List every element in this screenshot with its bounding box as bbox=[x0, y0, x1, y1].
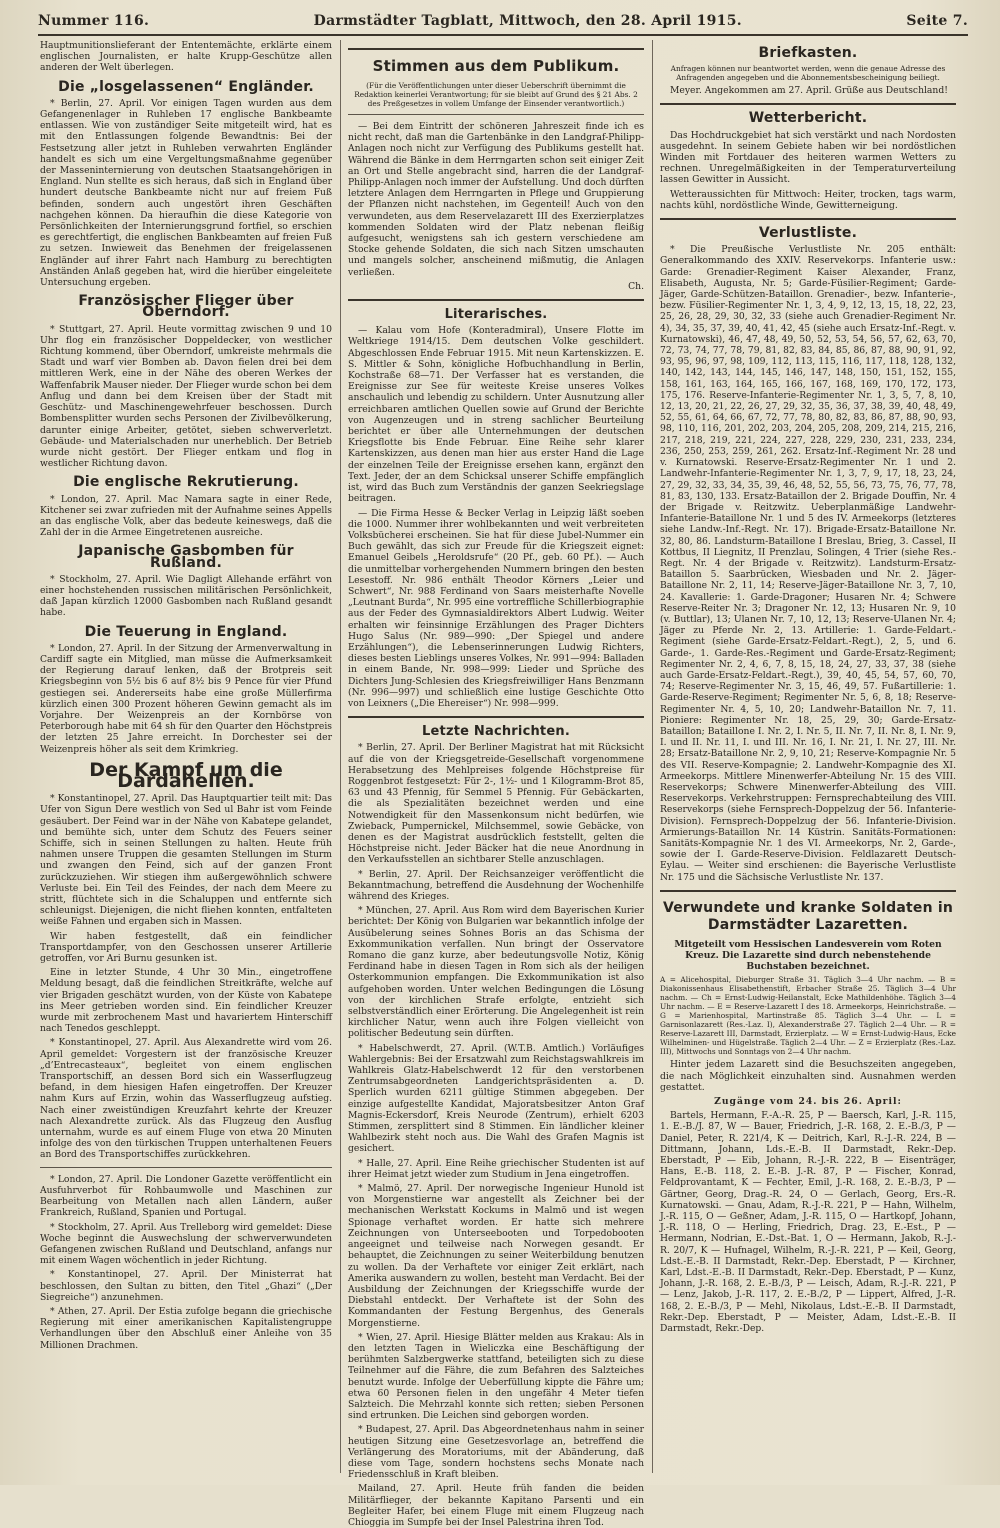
section-heading: Letzte Nachrichten. bbox=[422, 724, 570, 740]
article-heading: Die „losgelassenen“ Engländer. bbox=[58, 78, 314, 95]
article-paragraph: * Halle, 27. April. Eine Reihe griechischer Studenten ist auf ihrer Heimat jetzt wieder zum Studium in Jena eingetroffen. bbox=[348, 1157, 644, 1180]
article-paragraph: * Konstantinopel, 27. April. Aus Alexandrette wird vom 26. April gemeldet: Vorgestern ist der französische Kreuzer „d’Entrecasteaux“, begleitet von einem englischen Transportschiff, an dessen Bord sich ein Wasserflugzeug befand, in dem hiesigen Hafen eingetroffen. Der Kreuzer nahm Kurs auf Erzin, wohin das Wasserflugzeug aufstieg. Nach einer zweistündigen Kreuzfahrt kehrte der Kreuzer nach Alexandrette zurück. Als das Flugzeug den Ausflug unternahm, wurde es auf einem Fluge von etwa 20 Minuten infolge des von den türkischen Truppen unterhaltenen Feuers an Bord des Transportschiffes zurückkehren. bbox=[40, 1037, 332, 1161]
article-paragraph: Wir haben festgestellt, daß ein feindlicher Transportdampfer, von den Geschossen unserer Artillerie getroffen, vor Ari Burnu gesunken ist. bbox=[40, 930, 332, 965]
divider bbox=[348, 716, 644, 718]
section-heading: Wetterbericht. bbox=[748, 110, 868, 127]
lazarett-legend: A = Alicehospital, Dieburger Straße 31. Täglich 3—4 Uhr nachm. — B = Diakonissenhaus Elisabethenstift, Erbacher Straße 25. Täglich 3—4 Uhr nachm. — Ch = Ernst-Ludwig-Heilanstalt, Ecke Mathildenhöhe. Täglich 3—4 Uhr nachm. — E = Reserve-Lazarett I des 18. Armeekorps, Heinrichstraße. — G = Marienhospital, Martinstraße 85. Täglich 3—4 Uhr. — L = Garnisonlazarett (Res.-Laz. I), Alexanderstraße 27. Täglich 2—4 Uhr. — R = Reserve-Lazarett III, Darmstadt, Erzierplatz. — W = Ernst-Ludwig-Haus, Ecke Wilhelminen- und Hügelstraße. Täglich 2—4 Uhr. — Z = Erzierplatz (Res.-Laz. III), Mittwochs und Sonntags von 2—4 Uhr nachm. bbox=[660, 975, 956, 1057]
article-paragraph: * Habelschwerdt, 27. April. (W.T.B. Amtlich.) Vorläufiges Wahlergebnis: Bei der Ersatzwahl zum Reichstagswahlkreis im Wahlkreis Glatz-Habelschwerdt 12 für den verstorbenen Zentrumsabgeordneten Landgerichtspräsidenten a. D. Sperlich wurden 6211 gültige Stimmen abgegeben. Der einzige aufgestellte Kandidat, Majoratsbesitzer Anton Graf Magnis-Eckersdorf, Kreis Neurode (Zentrum), erhielt 6203 Stimmen, zersplittert sind 8 Stimmen. Ein ländlicher kleiner Wahlbezirk steht noch aus. Die Wahl des Grafen Magnis ist gesichert. bbox=[348, 1042, 644, 1155]
column-rule bbox=[652, 40, 653, 1473]
column-left bbox=[40, 40, 332, 1473]
editorial-note: (Für die Veröffentlichungen unter dieser Ueberschrift übernimmt die Redaktion keinerlei Verantwortung; für sie bleibt auf Grund des § 21 Abs. 2 des Preßgesetzes in vollem Umfange der Einsender verantwortlich.) bbox=[354, 81, 638, 108]
article-paragraph: — Bei dem Eintritt der schöneren Jahreszeit finde ich es nicht recht, daß man die Gartenbänke in den Landgraf-Philipp-Anlagen noch nicht zur Verfügung des Publikums gestellt hat. Während die Bänke in dem Herrngarten schon seit einiger Zeit an Ort und Stelle angebracht sind, harren die der Landgraf-Philipp-Anlagen noch immer der Aufstellung. Und doch dürften letztere Anlagen dem Herrngarten in Pflege und Gruppierung der Pflanzen nicht nachstehen, im Gegenteil! Auch von den verwundeten, aus dem Reservelazarett III des Exerzierplatzes kommenden Soldaten wird der Platz nebenan fleißig aufgesucht, wenigstens sah ich gestern verschiedene am Stocke gehende Soldaten, die sich nach Sitzen umschauten und mangels solcher, anscheinend mißmutig, die Anlagen verließen. bbox=[348, 121, 644, 278]
article-paragraph: * Berlin, 27. April. Vor einigen Tagen wurden aus dem Gefangenenlager in Ruhleben 17 englische Bankbeamte entlassen. Wie von zuständiger Seite mitgeteilt wird, hat es mit den Entlassungen folgende Bewandtnis: Bei der Festsetzung aller jetzt in Ruhleben verwahrten Engländer handelt es sich um eine Vergeltungsmaßnahme gegenüber der Masseninternierung von deutschen Staatsangehörigen in England. Nun stellte es sich heraus, daß sich in England über hundert deutsche Bankbeamte nicht nur auf freiem Fuß befinden, sondern auch ungestört ihren Geschäften nachgehen können. Da hieraufhin die diese Kategorie von Persönlichkeiten der Internierungsgrund fortfiel, so erschien es gerechtfertigt, die englischen Bankbeamten auf freien Fuß zu setzen. Inwieweit das Benehmen der freigelassenen Engländer auf ihrer Fahrt nach Hamburg zu berechtigten Anständen Anlaß gegeben hat, wird die hierüber eingeleitete Untersuchung ergeben. bbox=[40, 97, 332, 289]
article-paragraph: * Berlin, 27. April. Der Reichsanzeiger veröffentlicht die Bekanntmachung, betreffend die Ausdehnung der Wochenhilfe während des Krieges. bbox=[348, 868, 644, 902]
article-paragraph: Meyer. Angekommen am 27. April. Grüße aus Deutschland! bbox=[670, 85, 948, 97]
article-paragraph: Das Hochdruckgebiet hat sich verstärkt und nach Nordosten ausgedehnt. In seinem Gebiete haben wir bei nordöstlichen Winden mit Fortdauer des heiteren warmen Wetters zu rechnen. Unregelmäßigkeiten in der Temperaturverteilung lassen Gewitter in Aussicht. bbox=[660, 129, 956, 186]
article-heading: Französischer Flieger über Oberndorf. bbox=[78, 293, 294, 321]
article-paragraph: Bartels, Hermann, F.-A.-R. 25, P — Baersch, Karl, J.-R. 115, 1. E.-B./J. 87, W — Bauer, Friedrich, J.-R. 168, 2. E.-B./3, P — Daniel, Peter, R. 221/4, K — Deitrich, Karl, R.-J.-R. 224, B — Dittmann, Johann, Lds.-E.-B. II Darmstadt, Rekr.-Dep. Eberstadt, P — Eib, Johann, R.-J.-R. 222, B — Eisenträger, Hans, E.-B. 118, 2. E.-B. J.-R. 87, P — Fischer, Konrad, Feldprovantamt, K — Fechter, Emil, J.-R. 168, 2. E.-B./3, P — Gärtner, Georg, Drag.-R. 24, O — Gerlach, Georg, Ers.-R. Kurnatowski. — Gnau, Adam, R.-J.-R. 221, P — Hahn, Wilhelm, J.-R. 115, O — Geßner, Adam, J.-R. 115, O — Hartkopf, Johann, J.-R. 118, O — Herling, Friedrich, Drag. 23, E.-Est., P — Hermann, Nodrian, E.-Dst.-Bat. 1, O — Hermann, Jakob, R.-J.-R. 20/7, K — Hufnagel, Wilhelm, R.-J.-R. 221, P — Keil, Georg, Ldst.-E.-B. II Darmstadt, Rekr.-Dep. Eberstadt, P — Kirchner, Karl, Ldst.-E.-B. II Darmstadt, Rekr.-Dep. Eberstadt, P — Kunz, Johann, J.-R. 168, 2. E.-B./3, P — Leisch, Adam, R.-J.-R. 221, P — Lenz, Jakob, J.-R. 117, 2. E.-B./2, P — Lippert, Alfred, J.-R. 168, 2. E.-B./3, P — Mehl, Nikolaus, Ldst.-E.-B. II Darmstadt, Rekr.-Dep. Eberstadt, P — Meister, Adam, Ldst.-E.-B. II Darmstadt, Rekr.-Dep. bbox=[660, 1110, 956, 1335]
article-heading: Die Teuerung in England. bbox=[84, 623, 288, 640]
section-heading: Verwundete und kranke Soldaten in Darmstädter Lazaretten. bbox=[662, 899, 954, 933]
editorial-note: Anfragen können nur beantwortet werden, wenn die genaue Adresse des Anfragenden angegeben und die Abonnementsbescheinigung beiliegt. bbox=[670, 64, 946, 83]
page-number: Seite 7. bbox=[906, 13, 968, 29]
article-paragraph: * Konstantinopel, 27. April. Der Ministerrat hat beschlossen, den Sultan zu bitten, den Titel „Ghazi“ („Der Siegreiche“) anzunehmen. bbox=[40, 1269, 332, 1303]
article-paragraph: * Budapest, 27. April. Das Abgeordnetenhaus nahm in seiner heutigen Sitzung eine Gesetzesvorlage an, betreffend die Verlängerung des Moratoriums, mit der Abänderung, daß diese vom Tage, sondern hochstens sechs Monate nach Friedensschluß in Kraft bleiben. bbox=[348, 1424, 644, 1481]
article-paragraph: * Athen, 27. April. Der Estia zufolge begann die griechische Regierung mit einer amerikanischen Kapitalistengruppe Verhandlungen über den Abschluß einer Anleihe von 35 Millionen Drachmen. bbox=[40, 1305, 332, 1351]
article-paragraph: * München, 27. April. Aus Rom wird dem Bayerischen Kurier berichtet: Der König von Bulgarien war bekanntlich infolge der Ausübelerung seines Sohnes Boris an das Schisma der Exkommunikation verfallen. Nun bringt der Osservatore Romano die ganz kurze, aber bedeutungsvolle Notiz, König Ferdinand habe in diesen Tagen in Rom sich als der heiligen Osterkommunion empfangen. Die Exkommunikation ist also aufgehoben worden. Unter welchen Bedingungen die Lösung von der kirchlichen Strafe erfolgte, entzieht sich selbstverständlich einer Erörterung. Die Angelegenheit ist rein kirchlicher Natur, wenn auch ihre Folgen vielleicht von politischer Bedeutung sein dürften. bbox=[348, 905, 644, 1040]
signature: Ch. bbox=[628, 280, 644, 292]
article-paragraph: * London, 27. April. Mac Namara sagte in einer Rede, Kitchener sei zwar zufrieden mit der Aufnahme seines Appells an das englische Volk, aber das bedeute keineswegs, daß die Zahl der in die Armee Eingetretenen ausreiche. bbox=[40, 493, 332, 539]
article-paragraph: * Die Preußische Verlustliste Nr. 205 enthält: Generalkommando des XXIV. Reservekorps. Infanterie usw.: Garde: Grenadier-Regiment Kaiser Alexander, Franz, Elisabeth, Augusta, Nr. 5; Garde-Füsilier-Regiment; Garde-Jäger, Garde-Schützen-Bataillon. Grenadier-, bezw. Infanterie-, bezw. Füsilier-Regimenter Nr. 1, 3, 4, 9, 12, 13, 15, 18, 22, 23, 25, 26, 28, 29, 30, 32, 33 (siehe auch Grenadier-Regiment Nr. 4), 34, 35, 37, 39, 40, 41, 42, 45 (siehe auch Ersatz-Inf.-Regt. v. Kurnatowski), 46, 47, 48, 49, 50, 52, 53, 54, 56, 57, 62, 63, 70, 72, 73, 74, 77, 78, 79, 81, 82, 83, 84, 85, 86, 87, 88, 90, 91, 92, 93, 95, 96, 97, 98, 109, 112, 113, 115, 116, 117, 118, 128, 132, 140, 142, 143, 144, 145, 146, 147, 148, 150, 151, 152, 155, 158, 161, 163, 164, 165, 166, 167, 168, 169, 170, 172, 173, 175, 176. Reserve-Infanterie-Regimenter Nr. 1, 3, 5, 7, 8, 10, 12, 13, 20, 21, 22, 26, 27, 29, 32, 35, 36, 37, 38, 39, 40, 48, 49, 52, 55, 61, 64, 66, 67, 72, 77, 78, 80, 82, 83, 86, 87, 88, 90, 93, 98, 110, 116, 201, 202, 203, 204, 205, 208, 209, 214, 215, 216, 217, 218, 219, 221, 224, 227, 228, 229, 230, 231, 233, 234, 236, 250, 253, 259, 261, 262. Ersatz-Inf.-Regiment Nr. 28 und v. Kurnatowski. Reserve-Ersatz-Regimenter Nr. 1 und 2. Landwehr-Infanterie-Regimenter Nr. 1, 3, 7, 9, 17, 18, 23, 24, 27, 29, 32, 33, 34, 35, 39, 46, 48, 52, 55, 56, 73, 75, 76, 77, 78, 81, 83, 130, 133. Ersatz-Bataillon der 2. Brigade Douffin, Nr. 4 der Brigade v. Reitzwitz. Ueberplanmäßige Landwehr-Infanterie-Bataillone Nr. 1 und 5 des IV. Armeekorps (letzteres siehe Landw.-Inf.-Regt. Nr. 17). Brigade-Ersatz-Bataillone Nr. 32, 80, 86. Landsturm-Bataillone I Breslau, Brieg, 3. Cassel, II Kottbus, II Liegnitz, II Prenzlau, Solingen, 4 Trier (siehe Res.-Regt. Nr. 4 der Brigade v. Reitzwitz). Landsturm-Ersatz-Bataillon 5. Saarbrücken, Wiesbaden und Nr. 2. Jäger-Bataillone Nr. 2, 11, 14; Reserve-Jäger-Bataillone Nr. 3, 7, 10, 24. Kavallerie: 1. Garde-Dragoner; Husaren Nr. 4; Schwere Reserve-Reiter Nr. 3; Dragoner Nr. 12, 13; Husaren Nr. 9, 10 (v. Buttlar), 13; Ulanen Nr. 7, 10, 12, 13; Reserve-Ulanen Nr. 4; Jäger zu Pferde Nr. 2, 13. Artillerie: 1. Garde-Feldart.-Regiment (siehe Garde-Ersatz-Feldart.-Regt.), 2, 5, und 6. Garde-, 1. Garde-Res.-Regiment und Garde-Ersatz-Regiment; Regimenter Nr. 2, 4, 6, 7, 8, 15, 18, 24, 27, 33, 37, 38 (siehe auch Garde-Ersatz-Feldart.-Regt.), 39, 40, 45, 54, 57, 60, 70, 74; Reserve-Regimenter Nr. 3, 15, 46, 49, 57. Fußartillerie: 1. Garde-Reserve-Regiment; Regimenter Nr. 5, 6, 8, 18; Reserve-Regimenter Nr. 4, 5, 10, 20; Landwehr-Bataillon Nr. 7, 11. Pioniere: Regimenter Nr. 18, 25, 29, 30; Garde-Ersatz-Bataillon; Bataillone I. Nr. 2, I. Nr. 5, II. Nr. 7, II. Nr. 8, I. Nr. 9, I. und II. Nr. 11, I. und III. Nr. 16, I. Nr. 21, I. Nr. 27, III. Nr. 28; Ersatz-Bataillone Nr. 2, 9, 10, 21; Reserve-Kompagnie Nr. 5 des VII. Reserve-Kompagnie; 2. Landwehr-Kompagnie des XI. Armeekorps. Mittlere Minenwerfer-Abteilung Nr. 15 des VIII. Reservekorps; Schwere Minenwerfer-Abteilung des VIII. Reservekorps. Verkehrstruppen: Fernsprechabteilung des VIII. Reservekorps (siehe Fernsprech-Doppelzug der 56. Infanterie-Division). Fernsprech-Doppelzug der 56. Infanterie-Division. Armierungs-Bataillon Nr. 14 Küstrin. Sanitäts-Formationen: Sanitäts-Kompagnie Nr. 1 des VI. Armeekorps, Nr. 2, Garde-, sowie der I. Garde-Reserve-Division. Feldlazarett Deutsch-Eylau. — Weiter sind erschienen: die Bayerische Verlustliste Nr. 175 und die Sächsische Verlustliste Nr. 137. bbox=[660, 244, 956, 883]
main-headline: Der Kampf um die Dardanellen. bbox=[89, 758, 283, 792]
page-header bbox=[38, 8, 968, 36]
article-paragraph: Mailand, 27. April. Heute früh fanden die beiden Militärflieger, der bekannte Kapitano Parsenti und ein Begleiter Hafer, bei einem Fluge mit einem Flugzeug nach Chioggia im Sumpfe bei der Insel Palestrina ihren Tod. bbox=[348, 1483, 644, 1528]
article-paragraph: Mitgeteilt vom Hessischen Landesverein vom Roten Kreuz. Die Lazarette sind durch nebenstehende Buchstaben bezeichnet. bbox=[674, 938, 942, 973]
list-heading: Zugänge vom 24. bis 26. April: bbox=[714, 1096, 902, 1108]
article-paragraph: Hauptmunitionslieferant der Ententemächte, erklärte einem englischen Journalisten, er halte Krupp-Geschütze allen anderen der Welt überlegen. bbox=[40, 40, 332, 74]
divider bbox=[660, 218, 956, 220]
section-heading: Verlustliste. bbox=[758, 225, 858, 242]
divider bbox=[348, 114, 644, 115]
article-paragraph: Hinter jedem Lazarett sind die Besuchszeiten angegeben, die nach Möglichkeit einzuhalten sind. Ausnahmen werden gestattet. bbox=[660, 1059, 956, 1093]
section-heading: Stimmen aus dem Publikum. bbox=[348, 48, 644, 76]
divider bbox=[348, 299, 644, 301]
divider bbox=[660, 890, 956, 892]
article-paragraph: * London, 27. April. Die Londoner Gazette veröffentlicht ein Ausfuhrverbot für Rohbaumwolle und Maschinen zur Bearbeitung von Metallen nach allen Ländern, außer Frankreich, Rußland, Spanien und Portugal. bbox=[40, 1173, 332, 1219]
article-heading: Die englische Rekrutierung. bbox=[73, 474, 299, 491]
article-paragraph: * Berlin, 27. April. Der Berliner Magistrat hat mit Rücksicht auf die von der Kriegsgetreide-Gesellschaft vorgenommene Herabsetzung des Mehlpreises folgende Höchstpreise für Roggenbrot festgesetzt: Für 2-, 1½- und 1 Kilogramm-Brot 85, 63 und 43 Pfennig, für Semmel 5 Pfennig. Für Gebäckarten, die als Spezialitäten bezeichnet werden und eine Notwendigkeit für den Massenkonsum nicht bedürfen, wie Zwieback, Pumpernickel, Milchsemmel, sowie Gebäcke, von denen es der Magistrat ausdrücklich feststellt, gelten die Höchstpreise nicht. Jeder Bäcker hat die neue Anordnung in den Verkaufsstellen an sichtbarer Stelle anzuschlagen. bbox=[348, 742, 644, 866]
column-right bbox=[660, 40, 956, 1473]
column-middle bbox=[348, 40, 644, 1528]
divider bbox=[40, 1167, 332, 1168]
article-paragraph: — Kalau vom Hofe (Konteradmiral), Unsere Flotte im Weltkriege 1914/15. Dem deutschen Volke geschildert. Abgeschlossen Ende Februar 1915. Mit neun Kartenskizzen. E. S. Mittler & Sohn, königliche Hofbuchhandlung in Berlin, Kochstraße 68—71. Der Verfasser hat es verstanden, die Ereignisse zur See für weiteste Kreise unseres Volkes anschaulich und lebendig zu schildern. Unter Ausnutzung aller erreichbaren amtlichen Quellen sowie auf Grund der Berichte von Augenzeugen und in streng sachlicher Beurteilung berichtet er über alle Unternehmungen der deutschen Kriegsflotte bis Ende Februar. Eine Reihe sehr klarer Kartenskizzen, aus denen man hier aus erster Hand die Lage der einzelnen Teile der Ereignisse ersehen kann, ergänzt den Text. Jeder, der an dem Schicksal unserer Schiffe empfänglich ist, wird das Buch zum Verständnis der ganzen Seekriegslage beitragen. bbox=[348, 325, 644, 505]
article-paragraph: — Die Firma Hesse & Becker Verlag in Leipzig läßt soeben die 1000. Nummer ihrer wohlbekannten und weit verbreiteten Volksbücherei erscheinen. Sie hat für diese Jubel-Nummer ein Buch gewählt, das sich zur Freude für die Kriegszeit eignet: Emanuel Geibels „Heroldsrufe“ (20 Pf., geb. 60 Pf.). — Auch die unmittelbar vorhergehenden Nummern bringen den besten Lesestoff. Nr. 986 enthält Theodor Körners „Leier und Schwert“, Nr. 988 Ferdinand von Saars meisterhafte Novelle „Leutnant Burda“, Nr. 995 eine vortreffliche Schillerbiographie aus der Feder des Gymnasialdirektors Albert Ludwig. Weiter erhalten wir feinsinnige Erzählungen des Prager Dichters Hugo Salus (Nr. 989—990: „Der Spiegel und andere Erzählungen“), die Lebenserinnerungen Ludwig Richters, dieses besten Lieblings unseres Volkes, Nr. 991—994: Balladen in einem Bande, Nr. 998—999: Lieder und Sprüche des Dichters Jung-Schlesien des Kriegsfreiwilliger Hans Benzmann (Nr. 996—997) und schließlich eine lustige Geschichte Otto von Leixners („Die Ehereiser“) Nr. 998—999. bbox=[348, 507, 644, 709]
column-rule bbox=[340, 40, 341, 1473]
article-heading: Japanische Gasbomben für Rußland. bbox=[78, 543, 294, 571]
article-paragraph: * Malmö, 27. April. Der norwegische Ingenieur Hunold ist von Morgenstierne war angestellt als Zeichner bei der mechanischen Werkstatt Kockums in Malmö und ist wegen Spionage verhaftet worden. Er hatte sich mehrere Zeichnungen von Unterseebooten und Torpedobooten angeeignet und teilweise nach Norwegen gesandt. Er behauptet, die Zeichnungen zu seiner Weiterbildung benutzen zu wollen. Da der Verhaftete vor einiger Zeit erklärt, nach Amerika auswandern zu wollen, besteht man Verdacht. Bei der Ausbildung der Zeichnungen der Kriegsschiffe wurde der Diebstahl entdeckt. Der Verhaftete ist der Sohn des Kommandanten der Festung Bergenhus, des Generals Morgenstierne. bbox=[348, 1183, 644, 1329]
article-paragraph: * Stuttgart, 27. April. Heute vormittag zwischen 9 und 10 Uhr flog ein französischer Doppeldecker, von westlicher Richtung kommend, über Oberndorf, umkreiste mehrmals die Stadt und warf vier Bomben ab. Davon fielen drei bei dem mittleren Werk, eine in der Nähe des oberen Werkes der Waffenfabrik Mauser nieder. Der Flieger wurde schon bei dem Anflug und dann bei dem Kreisen über der Stadt mit Geschütz- und Maschinengewehrfeuer beschossen. Durch Bombensplitter wurden sechs Personen der Zivilbevölkerung, darunter einige Arbeiter, getötet, sieben schwerverletzt. Gebäude- und Materialschaden nur unerheblich. Der Betrieb wurde nicht gestört. Der Flieger entkam und flog in westlicher Richtung davon. bbox=[40, 323, 332, 470]
article-paragraph: * Konstantinopel, 27. April. Das Hauptquartier teilt mit: Das Ufer von Sigun Dere westlich von Sed ul Bahr ist vom Feinde gesäubert. Der Feind war in der Nähe von Kabatepe gelandet, und bemühte sich, unter dem Schutz des Feuers seiner Schiffe, sich in seinen Stellungen zu halten. Heute früh nahmen unsere Truppen die gesamten Stellungen im Sturm und zwangen den Feind, sich auf der ganzen Front zurückzuziehen. Wir stiegen ihm außergewöhnlich schwere Verluste bei. Ein Teil des Feindes, der nach dem Meere zu stritt, flüchtete sich in die Schaluppen und entfernte sich schleunigst. Diejenigen, die nicht fliehen konnten, entfalteten weiße Fahnen und ergaben sich in Massen. bbox=[40, 793, 332, 928]
divider bbox=[660, 103, 956, 105]
article-paragraph: * Stockholm, 27. April. Aus Trelleborg wird gemeldet: Diese Woche beginnt die Auswechslung der schwerverwundeten Gefangenen zwischen Rußland und Deutschland, anfangs nur mit einem Wagen wöchentlich in jeder Richtung. bbox=[40, 1221, 332, 1267]
issue-number: Nummer 116. bbox=[38, 13, 150, 29]
article-paragraph: Wetteraussichten für Mittwoch: Heiter, trocken, tags warm, nachts kühl, nordöstliche Winde, Gewitterneigung. bbox=[660, 188, 956, 211]
article-paragraph: Eine in letzter Stunde, 4 Uhr 30 Min., eingetroffene Meldung besagt, daß die feindlichen Streitkräfte, welche auf vier Brigaden geschätzt wurden, von der Küste von Kabatepe ins Meer getrieben worden sind. Ein feindlicher Kreuzer wurde mit zerbrochenem Mast und havariertem Hinterschiff nach Tenedos geschleppt. bbox=[40, 967, 332, 1035]
article-paragraph: * Stockholm, 27. April. Wie Dagligt Allehande erfährt von einer hochstehenden russischen militärischen Persönlichkeit, daß Japan kürzlich 12000 Gasbomben nach Rußland gesandt habe. bbox=[40, 573, 332, 619]
section-heading: Literarisches. bbox=[444, 307, 548, 323]
article-paragraph: * Wien, 27. April. Hiesige Blätter melden aus Krakau: Als in den letzten Tagen in Wieliczka eine Beschäftigung der berühmten Salzbergwerke stattfand, beteiligten sich zu diese Teilnehmer auf die Fähre, die zum Befahren des Salzteiches benutzt wurde. Infolge der Ueberfüllung kippte die Fähre um; etwa 60 Personen fielen in den ungefähr 4 Meter tiefen Salzteich. Die Mehrzahl konnte sich retten; sieben Personen sind ertrunken. Die Leichen sind geborgen worden. bbox=[348, 1331, 644, 1422]
section-heading: Briefkasten. bbox=[758, 45, 858, 61]
masthead-date: Darmstädter Tagblatt, Mittwoch, den 28. April 1915. bbox=[313, 13, 742, 29]
article-paragraph: * London, 27. April. In der Sitzung der Armenverwaltung in Cardiff sagte ein Mitglied, man müsse die Aufmerksamkeit der Regierung darauf lenken, daß der Brotpreis seit Kriegsbeginn von 5½ bis 6 auf 8½ bis 9 Pence für vier Pfund gestiegen sei. Andererseits habe eine große Müllerfirma kürzlich einen 300 Prozent höheren Gewinn gemacht als im Vorjahre. Der Weizenpreis an der Kornbörse von Peterborough habe mit 64 sh für den Quarter den Höchstpreis der letzten 25 Jahre erreicht. In Dorchester sei der Weizenpreis höher als seit dem Krimkrieg. bbox=[40, 642, 332, 755]
